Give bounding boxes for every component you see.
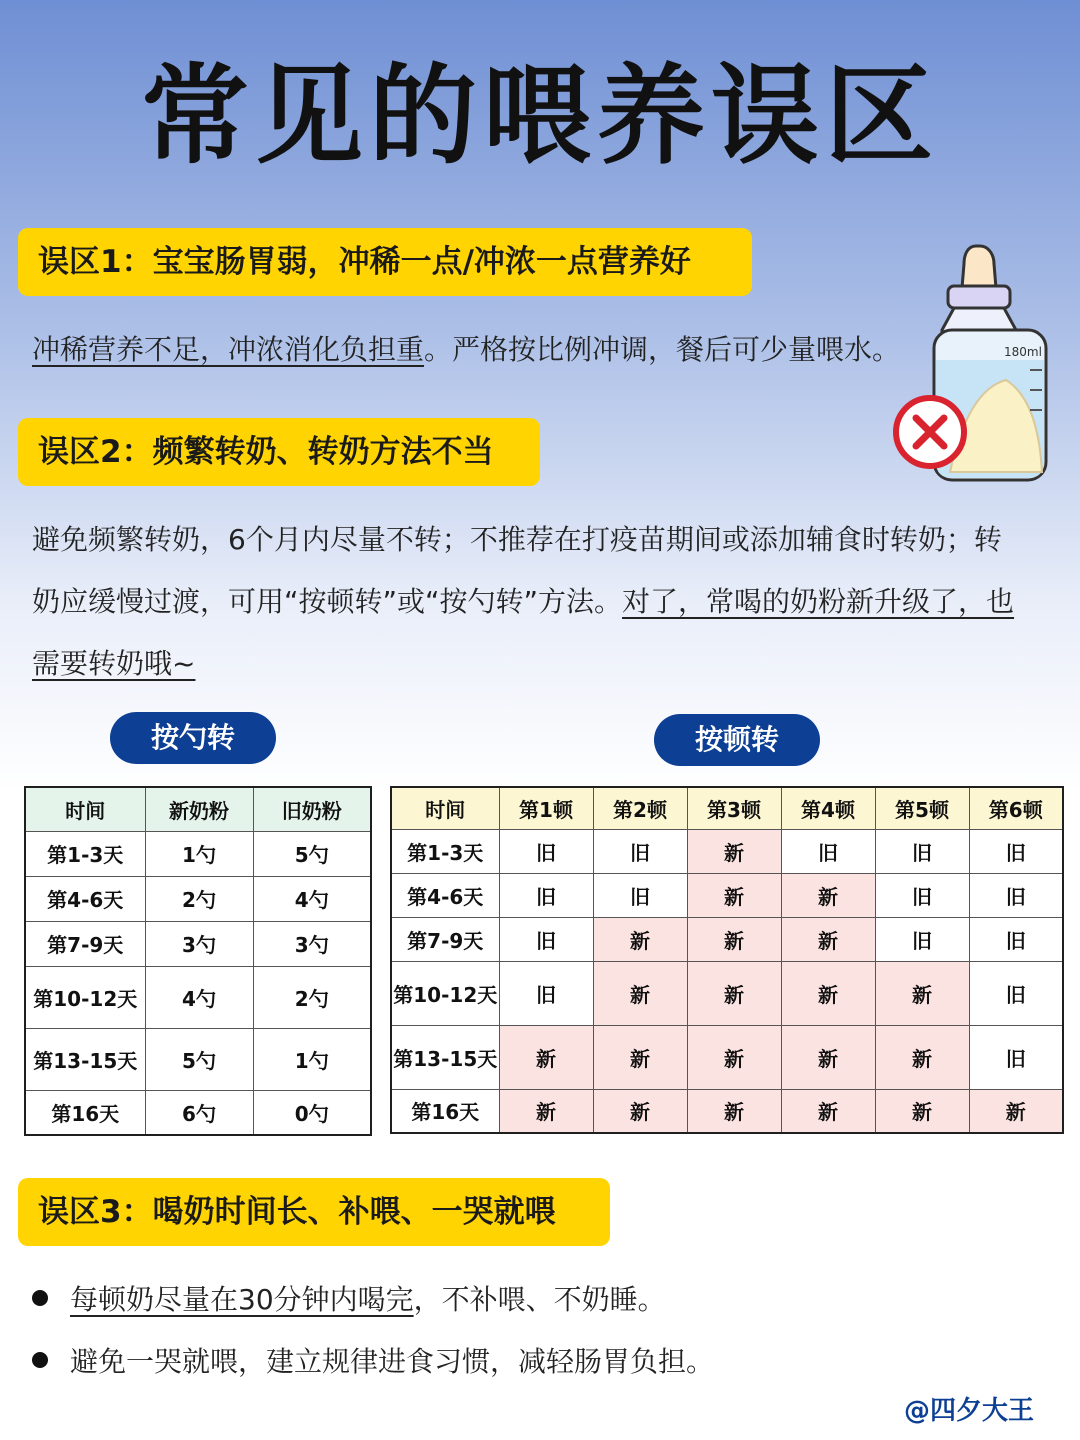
table-header-cell: 第3顿 bbox=[687, 787, 781, 829]
table-cell: 旧 bbox=[875, 873, 969, 917]
table-cell: 新 bbox=[687, 829, 781, 873]
table-header-cell: 新奶粉 bbox=[145, 787, 253, 831]
table-row-label: 第16天 bbox=[391, 1089, 499, 1133]
table-row bbox=[391, 917, 1063, 961]
table-cell: 新 bbox=[687, 1089, 781, 1133]
table-row-label: 第1-3天 bbox=[391, 829, 499, 873]
table-row-label: 第10-12天 bbox=[25, 966, 145, 1028]
table-cell: 2勺 bbox=[253, 966, 371, 1028]
table-cell: 新 bbox=[875, 1025, 969, 1089]
bullet-item bbox=[32, 1340, 714, 1380]
table-row-label: 第13-15天 bbox=[391, 1025, 499, 1089]
table-cell: 旧 bbox=[499, 829, 593, 873]
table-cell: 新 bbox=[687, 873, 781, 917]
table-row-label: 第4-6天 bbox=[25, 876, 145, 921]
section2-line3 bbox=[32, 642, 195, 682]
table-cell: 新 bbox=[781, 1089, 875, 1133]
table-header-cell: 时间 bbox=[25, 787, 145, 831]
table-cell: 新 bbox=[781, 961, 875, 1025]
table-cell: 旧 bbox=[969, 961, 1063, 1025]
table-cell: 旧 bbox=[499, 961, 593, 1025]
table-cell: 1勺 bbox=[253, 1028, 371, 1090]
table-row bbox=[391, 829, 1063, 873]
meal-conversion-table bbox=[390, 786, 1064, 1134]
baby-bottle-illustration bbox=[888, 240, 1058, 490]
table-cell: 旧 bbox=[969, 873, 1063, 917]
table-cell: 4勺 bbox=[253, 876, 371, 921]
table-row-label: 第7-9天 bbox=[25, 921, 145, 966]
table-cell: 旧 bbox=[593, 873, 687, 917]
section2-line2 bbox=[32, 580, 1014, 620]
table-cell: 3勺 bbox=[145, 921, 253, 966]
table-cell: 4勺 bbox=[145, 966, 253, 1028]
table-cell: 新 bbox=[875, 1089, 969, 1133]
table-cell: 新 bbox=[593, 961, 687, 1025]
table-cell: 新 bbox=[875, 961, 969, 1025]
table-cell: 旧 bbox=[781, 829, 875, 873]
table-cell: 0勺 bbox=[253, 1090, 371, 1135]
bullet-text: 避免一哭就喂，建立规律进食习惯，减轻肠胃负担。 bbox=[70, 1345, 715, 1378]
bottle-volume-label: 180ml bbox=[1004, 345, 1042, 359]
section3-heading: 误区3：喝奶时间长、补喂、一哭就喂 bbox=[18, 1178, 610, 1246]
table-header-cell: 第1顿 bbox=[499, 787, 593, 829]
table-row bbox=[25, 921, 371, 966]
table-cell: 5勺 bbox=[145, 1028, 253, 1090]
section2-line2-plain: 奶应缓慢过渡，可用“按顿转”或“按勺转”方法。 bbox=[32, 585, 623, 618]
table-cell: 3勺 bbox=[253, 921, 371, 966]
bullet-item bbox=[32, 1278, 666, 1318]
bullet-underlined: 每顿奶尽量在30分钟内喝完 bbox=[70, 1283, 414, 1316]
table-header-cell: 第4顿 bbox=[781, 787, 875, 829]
table-cell: 新 bbox=[499, 1089, 593, 1133]
bullet-dot bbox=[32, 1352, 48, 1368]
table-row-label: 第7-9天 bbox=[391, 917, 499, 961]
table-row-label: 第10-12天 bbox=[391, 961, 499, 1025]
table-cell: 旧 bbox=[499, 917, 593, 961]
table-row bbox=[391, 1089, 1063, 1133]
table-cell: 新 bbox=[593, 1089, 687, 1133]
table-header-cell: 第2顿 bbox=[593, 787, 687, 829]
table-cell: 新 bbox=[593, 917, 687, 961]
table-cell: 新 bbox=[781, 1025, 875, 1089]
spoon-method-label: 按勺转 bbox=[110, 712, 276, 764]
page-title: 常见的喂养误区 bbox=[140, 54, 939, 179]
table-cell: 新 bbox=[499, 1025, 593, 1089]
author-signature: @四夕大王 bbox=[903, 1396, 1034, 1426]
table-row-label: 第1-3天 bbox=[25, 831, 145, 876]
table-row bbox=[391, 961, 1063, 1025]
bullet-dot bbox=[32, 1290, 48, 1306]
table-cell: 旧 bbox=[593, 829, 687, 873]
table-cell: 5勺 bbox=[253, 831, 371, 876]
section2-line3-underlined: 需要转奶哦~ bbox=[32, 647, 196, 680]
table-row bbox=[25, 966, 371, 1028]
bullet-text: ，不补喂、不奶睡。 bbox=[413, 1283, 666, 1316]
table-cell: 旧 bbox=[875, 917, 969, 961]
table-cell: 旧 bbox=[969, 917, 1063, 961]
table-cell: 新 bbox=[593, 1025, 687, 1089]
section1-text bbox=[32, 328, 900, 368]
section1-text-underlined: 冲稀营养不足，冲浓消化负担重 bbox=[32, 333, 425, 366]
table-row bbox=[25, 1028, 371, 1090]
section2-line2-underlined: 对了，常喝的奶粉新升级了，也 bbox=[622, 585, 1015, 618]
table-row bbox=[25, 831, 371, 876]
spoon-conversion-table bbox=[24, 786, 372, 1136]
section1-text-rest: 。严格按比例冲调，餐后可少量喂水。 bbox=[424, 333, 901, 366]
table-cell: 新 bbox=[687, 961, 781, 1025]
table-row-label: 第4-6天 bbox=[391, 873, 499, 917]
table-cell: 新 bbox=[687, 1025, 781, 1089]
section2-heading: 误区2：频繁转奶、转奶方法不当 bbox=[18, 418, 540, 486]
table-cell: 旧 bbox=[499, 873, 593, 917]
table-row-label: 第13-15天 bbox=[25, 1028, 145, 1090]
table-row bbox=[25, 1090, 371, 1135]
table-header-cell: 旧奶粉 bbox=[253, 787, 371, 831]
table-row bbox=[25, 876, 371, 921]
table-header-row bbox=[391, 787, 1063, 829]
table-cell: 新 bbox=[969, 1089, 1063, 1133]
table-cell: 旧 bbox=[875, 829, 969, 873]
table-row-label: 第16天 bbox=[25, 1090, 145, 1135]
table-header-cell: 第6顿 bbox=[969, 787, 1063, 829]
meal-method-label: 按顿转 bbox=[654, 714, 820, 766]
table-cell: 1勺 bbox=[145, 831, 253, 876]
table-header-cell: 第5顿 bbox=[875, 787, 969, 829]
section2-line1: 避免频繁转奶，6个月内尽量不转；不推荐在打疫苗期间或添加辅食时转奶；转 bbox=[32, 523, 1002, 556]
table-cell: 新 bbox=[781, 873, 875, 917]
table-cell: 6勺 bbox=[145, 1090, 253, 1135]
table-row bbox=[391, 1025, 1063, 1089]
section1-heading: 误区1：宝宝肠胃弱，冲稀一点/冲浓一点营养好 bbox=[18, 228, 752, 296]
table-row bbox=[391, 873, 1063, 917]
table-cell: 2勺 bbox=[145, 876, 253, 921]
table-cell: 旧 bbox=[969, 1025, 1063, 1089]
table-header-row bbox=[25, 787, 371, 831]
table-cell: 新 bbox=[781, 917, 875, 961]
table-cell: 新 bbox=[687, 917, 781, 961]
table-cell: 旧 bbox=[969, 829, 1063, 873]
table-header-cell: 时间 bbox=[391, 787, 499, 829]
